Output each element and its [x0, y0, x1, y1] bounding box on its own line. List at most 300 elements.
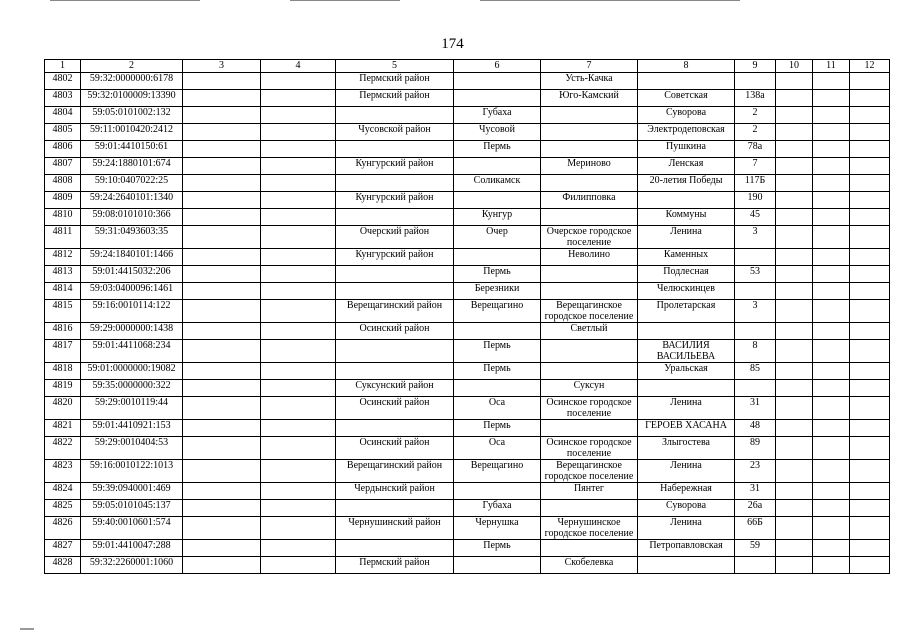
- table-cell-col-11: [813, 283, 850, 300]
- table-cell-col-1: 4806: [45, 141, 81, 158]
- table-cell-col-6: Чернушка: [454, 517, 541, 540]
- table-cell-col-5: [336, 283, 454, 300]
- table-cell-col-3: [183, 124, 261, 141]
- table-cell-col-9: 7: [735, 158, 776, 175]
- table-cell-col-12: [850, 397, 890, 420]
- table-cell-col-4: [261, 107, 336, 124]
- table-cell-col-9: 138а: [735, 90, 776, 107]
- table-cell-col-6: [454, 380, 541, 397]
- table-cell-col-10: [776, 158, 813, 175]
- table-cell-col-1: 4826: [45, 517, 81, 540]
- table-cell-col-8: Уральская: [638, 363, 735, 380]
- table-cell-col-2: 59:05:0101002:132: [81, 107, 183, 124]
- table-cell-col-6: [454, 90, 541, 107]
- table-cell-col-5: [336, 175, 454, 192]
- table-cell-col-11: [813, 90, 850, 107]
- table-cell-col-11: [813, 249, 850, 266]
- table-cell-col-2: 59:08:0101010:366: [81, 209, 183, 226]
- table-cell-col-2: 59:05:0101045:137: [81, 500, 183, 517]
- table-cell-col-8: Злыгостева: [638, 437, 735, 460]
- table-cell-col-9: 48: [735, 420, 776, 437]
- table-cell-col-1: 4820: [45, 397, 81, 420]
- table-cell-col-6: Верещагино: [454, 300, 541, 323]
- table-cell-col-8: Каменных: [638, 249, 735, 266]
- table-cell-col-5: [336, 209, 454, 226]
- table-cell-col-3: [183, 192, 261, 209]
- table-cell-col-7: Пянтег: [541, 483, 638, 500]
- table-cell-col-4: [261, 73, 336, 90]
- table-cell-col-7: Юго-Камский: [541, 90, 638, 107]
- table-cell-col-5: Суксунский район: [336, 380, 454, 397]
- table-cell-col-6: [454, 557, 541, 574]
- table-cell-col-5: Пермский район: [336, 557, 454, 574]
- table-cell-col-11: [813, 483, 850, 500]
- table-cell-col-12: [850, 192, 890, 209]
- table-cell-col-9: 23: [735, 460, 776, 483]
- table-cell-col-4: [261, 540, 336, 557]
- table-cell-col-5: Чердынский район: [336, 483, 454, 500]
- table-cell-col-7: [541, 209, 638, 226]
- page-number: 174: [441, 36, 464, 52]
- table-cell-col-7: Верещагинское городское поселение: [541, 460, 638, 483]
- table-cell-col-1: 4815: [45, 300, 81, 323]
- table-cell-col-2: 59:32:0100009:13390: [81, 90, 183, 107]
- table-cell-col-5: Кунгурский район: [336, 249, 454, 266]
- table-cell-col-10: [776, 192, 813, 209]
- table-cell-col-8: Суворова: [638, 500, 735, 517]
- table-cell-col-5: Осинский район: [336, 323, 454, 340]
- table-cell-col-4: [261, 249, 336, 266]
- table-cell-col-8: Подлесная: [638, 266, 735, 283]
- table-cell-col-10: [776, 460, 813, 483]
- table-cell-col-12: [850, 90, 890, 107]
- table-row: [45, 249, 890, 266]
- table-cell-col-9: 45: [735, 209, 776, 226]
- table-cell-col-1: 4817: [45, 340, 81, 363]
- table-cell-col-1: 4802: [45, 73, 81, 90]
- table-cell-col-9: 31: [735, 397, 776, 420]
- table-cell-col-6: Пермь: [454, 363, 541, 380]
- column-header: 12: [850, 60, 890, 73]
- table-cell-col-5: Кунгурский район: [336, 192, 454, 209]
- table-cell-col-4: [261, 397, 336, 420]
- table-cell-col-3: [183, 557, 261, 574]
- table-cell-col-9: 3: [735, 226, 776, 249]
- table-cell-col-8: Ленская: [638, 158, 735, 175]
- table-cell-col-12: [850, 380, 890, 397]
- table-cell-col-8: Ленина: [638, 226, 735, 249]
- table-cell-col-12: [850, 175, 890, 192]
- scan-edge-line: [50, 0, 200, 1]
- table-cell-col-3: [183, 158, 261, 175]
- column-header: 8: [638, 60, 735, 73]
- column-header: 3: [183, 60, 261, 73]
- table-cell-col-10: [776, 249, 813, 266]
- column-header: 2: [81, 60, 183, 73]
- table-cell-col-3: [183, 460, 261, 483]
- table-cell-col-12: [850, 460, 890, 483]
- table-cell-col-7: Неволино: [541, 249, 638, 266]
- table-cell-col-9: 26а: [735, 500, 776, 517]
- table-cell-col-5: Осинский район: [336, 437, 454, 460]
- table-cell-col-6: Оса: [454, 437, 541, 460]
- table-cell-col-5: [336, 363, 454, 380]
- table-cell-col-10: [776, 141, 813, 158]
- table-cell-col-1: 4813: [45, 266, 81, 283]
- table-cell-col-5: Чусовской район: [336, 124, 454, 141]
- table-row: [45, 517, 890, 540]
- table-cell-col-11: [813, 158, 850, 175]
- table-cell-col-9: 2: [735, 124, 776, 141]
- table-cell-col-4: [261, 283, 336, 300]
- table-cell-col-2: 59:10:0407022:25: [81, 175, 183, 192]
- table-cell-col-10: [776, 483, 813, 500]
- table-cell-col-1: 4816: [45, 323, 81, 340]
- table-cell-col-11: [813, 192, 850, 209]
- table-cell-col-7: Чернушинское городское поселение: [541, 517, 638, 540]
- table-cell-col-2: 59:32:0000000:6178: [81, 73, 183, 90]
- column-header: 9: [735, 60, 776, 73]
- table-cell-col-6: Березники: [454, 283, 541, 300]
- table-cell-col-8: Советская: [638, 90, 735, 107]
- table-cell-col-8: Суворова: [638, 107, 735, 124]
- table-row: [45, 397, 890, 420]
- table-cell-col-1: 4808: [45, 175, 81, 192]
- table-cell-col-12: [850, 340, 890, 363]
- table-cell-col-12: [850, 283, 890, 300]
- table-cell-col-10: [776, 266, 813, 283]
- table-cell-col-4: [261, 483, 336, 500]
- table-cell-col-6: Губаха: [454, 107, 541, 124]
- table-cell-col-11: [813, 300, 850, 323]
- table-cell-col-2: 59:16:0010122:1013: [81, 460, 183, 483]
- table-row: [45, 192, 890, 209]
- table-row: [45, 283, 890, 300]
- table-cell-col-9: 2: [735, 107, 776, 124]
- table-cell-col-12: [850, 483, 890, 500]
- table-cell-col-7: [541, 266, 638, 283]
- table-cell-col-8: Петропавловская: [638, 540, 735, 557]
- table-row: [45, 483, 890, 500]
- table-cell-col-7: Светлый: [541, 323, 638, 340]
- table-cell-col-3: [183, 420, 261, 437]
- table-cell-col-10: [776, 283, 813, 300]
- table-cell-col-5: Чернушинский район: [336, 517, 454, 540]
- table-cell-col-4: [261, 437, 336, 460]
- table-row: [45, 363, 890, 380]
- table-cell-col-7: [541, 107, 638, 124]
- table-row: [45, 460, 890, 483]
- table-cell-col-9: [735, 380, 776, 397]
- table-cell-col-6: Губаха: [454, 500, 541, 517]
- table-cell-col-11: [813, 141, 850, 158]
- table-cell-col-10: [776, 500, 813, 517]
- table-cell-col-2: 59:29:0000000:1438: [81, 323, 183, 340]
- table-cell-col-10: [776, 124, 813, 141]
- table-cell-col-6: [454, 249, 541, 266]
- table-cell-col-10: [776, 363, 813, 380]
- table-cell-col-12: [850, 73, 890, 90]
- table-cell-col-2: 59:24:1880101:674: [81, 158, 183, 175]
- table-cell-col-6: Соликамск: [454, 175, 541, 192]
- table-cell-col-1: 4823: [45, 460, 81, 483]
- table-cell-col-2: 59:40:0010601:574: [81, 517, 183, 540]
- table-cell-col-4: [261, 300, 336, 323]
- table-cell-col-3: [183, 283, 261, 300]
- table-cell-col-11: [813, 226, 850, 249]
- table-cell-col-11: [813, 540, 850, 557]
- table-row: [45, 124, 890, 141]
- table-row: [45, 557, 890, 574]
- table-cell-col-1: 4803: [45, 90, 81, 107]
- table-cell-col-8: Ленина: [638, 460, 735, 483]
- table-cell-col-4: [261, 517, 336, 540]
- table-cell-col-5: [336, 266, 454, 283]
- table-cell-col-12: [850, 420, 890, 437]
- table-cell-col-11: [813, 517, 850, 540]
- table-cell-col-4: [261, 420, 336, 437]
- table-cell-col-3: [183, 226, 261, 249]
- table-cell-col-12: [850, 158, 890, 175]
- table-cell-col-4: [261, 340, 336, 363]
- table-cell-col-10: [776, 209, 813, 226]
- table-cell-col-10: [776, 226, 813, 249]
- table-cell-col-7: Скобелевка: [541, 557, 638, 574]
- table-cell-col-7: [541, 124, 638, 141]
- table-cell-col-2: 59:29:0010119:44: [81, 397, 183, 420]
- table-cell-col-4: [261, 323, 336, 340]
- table-cell-col-2: 59:35:0000000:322: [81, 380, 183, 397]
- table-cell-col-9: 117Б: [735, 175, 776, 192]
- table-cell-col-1: 4821: [45, 420, 81, 437]
- table-cell-col-8: Ленина: [638, 517, 735, 540]
- scan-mark: [20, 628, 34, 630]
- table-cell-col-7: [541, 540, 638, 557]
- table-row: [45, 209, 890, 226]
- table-row: [45, 380, 890, 397]
- table-cell-col-3: [183, 209, 261, 226]
- table-cell-col-11: [813, 124, 850, 141]
- table-cell-col-8: 20-летия Победы: [638, 175, 735, 192]
- column-header: 1: [45, 60, 81, 73]
- table-cell-col-6: Оса: [454, 397, 541, 420]
- table-cell-col-1: 4804: [45, 107, 81, 124]
- table-cell-col-7: [541, 141, 638, 158]
- table-row: [45, 141, 890, 158]
- table-cell-col-5: [336, 420, 454, 437]
- table-cell-col-10: [776, 107, 813, 124]
- table-cell-col-5: [336, 107, 454, 124]
- table-cell-col-7: Очерское городское поселение: [541, 226, 638, 249]
- table-row: [45, 90, 890, 107]
- table-cell-col-2: 59:03:0400096:1461: [81, 283, 183, 300]
- table-cell-col-11: [813, 73, 850, 90]
- table-cell-col-4: [261, 226, 336, 249]
- table-cell-col-1: 4825: [45, 500, 81, 517]
- table-cell-col-3: [183, 249, 261, 266]
- table-cell-col-3: [183, 90, 261, 107]
- table-cell-col-2: 59:01:4411068:234: [81, 340, 183, 363]
- table-cell-col-10: [776, 540, 813, 557]
- table-cell-col-2: 59:01:0000000:19082: [81, 363, 183, 380]
- table-cell-col-3: [183, 500, 261, 517]
- table-cell-col-9: 66Б: [735, 517, 776, 540]
- table-cell-col-10: [776, 73, 813, 90]
- table-cell-col-6: [454, 323, 541, 340]
- table-cell-col-11: [813, 460, 850, 483]
- table-cell-col-12: [850, 500, 890, 517]
- table-cell-col-2: 59:01:4410150:61: [81, 141, 183, 158]
- table-cell-col-3: [183, 141, 261, 158]
- table-cell-col-5: [336, 540, 454, 557]
- table-cell-col-4: [261, 90, 336, 107]
- table-cell-col-8: ГЕРОЕВ ХАСАНА: [638, 420, 735, 437]
- table-cell-col-12: [850, 107, 890, 124]
- table-cell-col-12: [850, 209, 890, 226]
- table-cell-col-6: [454, 158, 541, 175]
- table-cell-col-4: [261, 158, 336, 175]
- table-cell-col-6: Чусовой: [454, 124, 541, 141]
- table-cell-col-8: Коммуны: [638, 209, 735, 226]
- table-cell-col-12: [850, 249, 890, 266]
- table-cell-col-3: [183, 73, 261, 90]
- table-cell-col-12: [850, 300, 890, 323]
- table-cell-col-5: Очерский район: [336, 226, 454, 249]
- column-header: 6: [454, 60, 541, 73]
- table-cell-col-10: [776, 420, 813, 437]
- table-cell-col-11: [813, 397, 850, 420]
- table-cell-col-8: [638, 380, 735, 397]
- table-cell-col-4: [261, 141, 336, 158]
- table-cell-col-3: [183, 175, 261, 192]
- table-cell-col-10: [776, 90, 813, 107]
- table-cell-col-12: [850, 517, 890, 540]
- table-cell-col-2: 59:24:1840101:1466: [81, 249, 183, 266]
- table-cell-col-9: 8: [735, 340, 776, 363]
- table-cell-col-12: [850, 141, 890, 158]
- table-cell-col-6: [454, 73, 541, 90]
- table-cell-col-2: 59:31:0493603:35: [81, 226, 183, 249]
- table-cell-col-11: [813, 209, 850, 226]
- table-row: [45, 540, 890, 557]
- table-cell-col-7: Верещагинское городское поселение: [541, 300, 638, 323]
- table-cell-col-4: [261, 266, 336, 283]
- table-cell-col-5: Осинский район: [336, 397, 454, 420]
- table-cell-col-6: Кунгур: [454, 209, 541, 226]
- table-cell-col-1: 4812: [45, 249, 81, 266]
- table-row: [45, 226, 890, 249]
- table-cell-col-1: 4809: [45, 192, 81, 209]
- table-cell-col-9: 31: [735, 483, 776, 500]
- table-cell-col-4: [261, 175, 336, 192]
- table-cell-col-5: [336, 500, 454, 517]
- table-cell-col-4: [261, 557, 336, 574]
- table-cell-col-8: Ленина: [638, 397, 735, 420]
- table-cell-col-7: Филипповка: [541, 192, 638, 209]
- table-cell-col-7: [541, 500, 638, 517]
- table-cell-col-1: 4810: [45, 209, 81, 226]
- table-cell-col-10: [776, 380, 813, 397]
- table-cell-col-4: [261, 124, 336, 141]
- table-cell-col-2: 59:01:4410047:288: [81, 540, 183, 557]
- table-cell-col-7: Осинское городское поселение: [541, 437, 638, 460]
- table-row: [45, 300, 890, 323]
- table-cell-col-3: [183, 300, 261, 323]
- table-cell-col-7: Усть-Качка: [541, 73, 638, 90]
- table-cell-col-3: [183, 363, 261, 380]
- table-cell-col-5: Кунгурский район: [336, 158, 454, 175]
- table-cell-col-11: [813, 500, 850, 517]
- table-cell-col-10: [776, 175, 813, 192]
- table-cell-col-6: Пермь: [454, 420, 541, 437]
- table-cell-col-2: 59:29:0010404:53: [81, 437, 183, 460]
- table-cell-col-2: 59:01:4415032:206: [81, 266, 183, 283]
- table-cell-col-8: Челюскинцев: [638, 283, 735, 300]
- table-cell-col-1: 4805: [45, 124, 81, 141]
- table-cell-col-9: 190: [735, 192, 776, 209]
- table-cell-col-5: Пермский район: [336, 73, 454, 90]
- table-cell-col-11: [813, 363, 850, 380]
- table-cell-col-10: [776, 557, 813, 574]
- table-cell-col-6: [454, 483, 541, 500]
- column-header: 4: [261, 60, 336, 73]
- table-cell-col-10: [776, 340, 813, 363]
- table-row: [45, 73, 890, 90]
- table-row: [45, 107, 890, 124]
- table-cell-col-5: [336, 141, 454, 158]
- column-header: 11: [813, 60, 850, 73]
- table-cell-col-2: 59:32:2260001:1060: [81, 557, 183, 574]
- table-cell-col-6: Пермь: [454, 141, 541, 158]
- table-cell-col-1: 4814: [45, 283, 81, 300]
- table-row: [45, 340, 890, 363]
- table-cell-col-12: [850, 540, 890, 557]
- scan-edge-line: [290, 0, 400, 1]
- column-header: 10: [776, 60, 813, 73]
- table-cell-col-10: [776, 300, 813, 323]
- table-cell-col-3: [183, 323, 261, 340]
- table-cell-col-8: Пушкина: [638, 141, 735, 158]
- table-cell-col-11: [813, 323, 850, 340]
- table-cell-col-7: [541, 420, 638, 437]
- table-cell-col-7: Мериново: [541, 158, 638, 175]
- table-cell-col-6: Пермь: [454, 540, 541, 557]
- table-cell-col-3: [183, 266, 261, 283]
- table-cell-col-7: Суксун: [541, 380, 638, 397]
- table-cell-col-5: Пермский район: [336, 90, 454, 107]
- table-cell-col-9: 89: [735, 437, 776, 460]
- table-cell-col-12: [850, 226, 890, 249]
- table-cell-col-3: [183, 483, 261, 500]
- table-cell-col-9: 3: [735, 300, 776, 323]
- table-cell-col-1: 4811: [45, 226, 81, 249]
- table-cell-col-8: Набережная: [638, 483, 735, 500]
- table-cell-col-2: 59:11:0010420:2412: [81, 124, 183, 141]
- table-cell-col-6: [454, 192, 541, 209]
- table-cell-col-2: 59:01:4410921:153: [81, 420, 183, 437]
- table-cell-col-10: [776, 397, 813, 420]
- table-cell-col-6: Очер: [454, 226, 541, 249]
- table-cell-col-9: 78а: [735, 141, 776, 158]
- table-cell-col-8: ВАСИЛИЯ ВАСИЛЬЕВА: [638, 340, 735, 363]
- table-row: [45, 158, 890, 175]
- table-cell-col-5: [336, 340, 454, 363]
- table-cell-col-10: [776, 517, 813, 540]
- table-cell-col-3: [183, 540, 261, 557]
- table-cell-col-2: 59:24:2640101:1340: [81, 192, 183, 209]
- table-cell-col-9: 85: [735, 363, 776, 380]
- table-cell-col-9: 59: [735, 540, 776, 557]
